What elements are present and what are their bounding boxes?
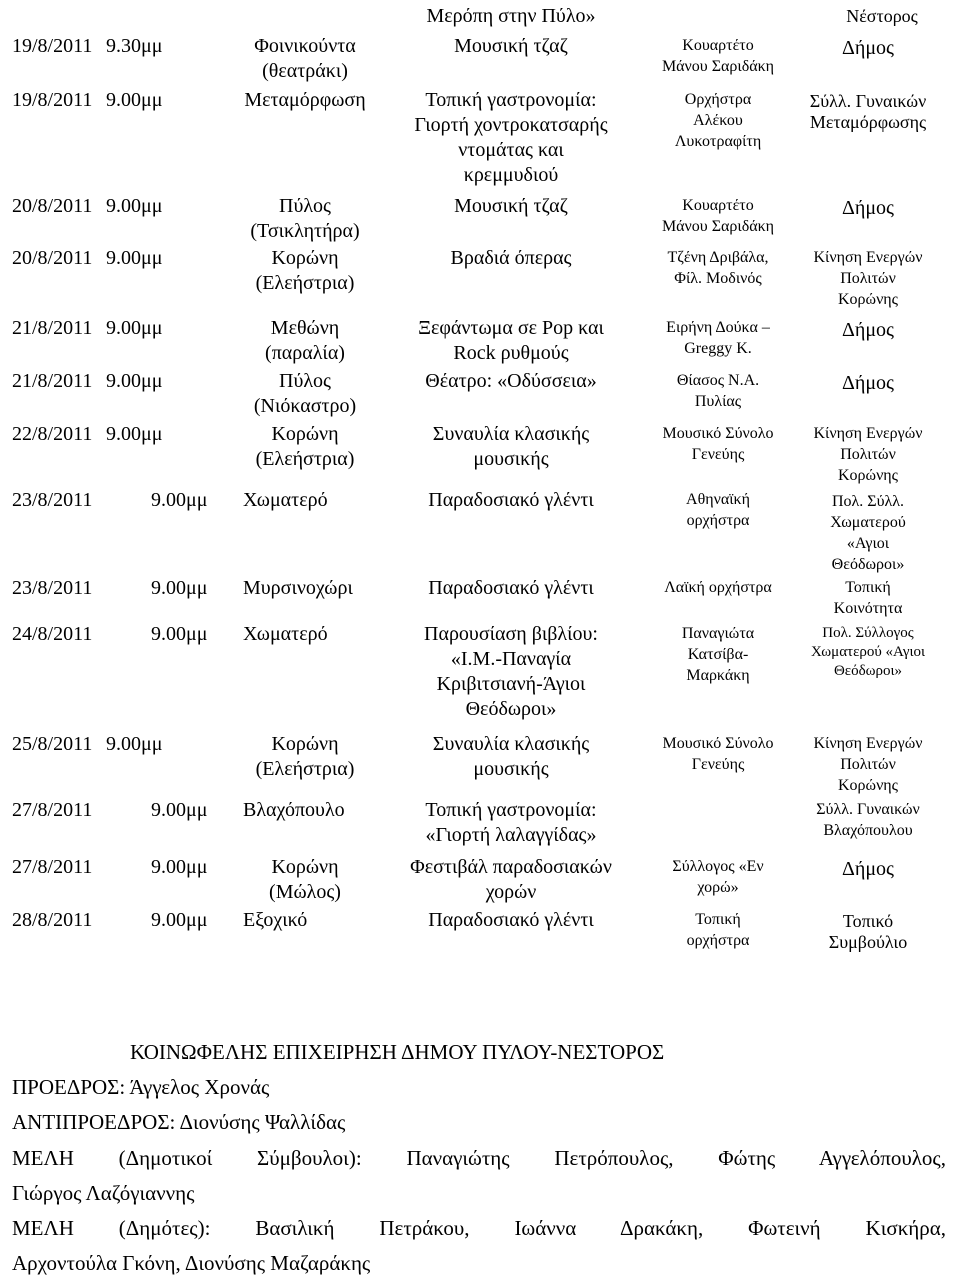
- event-performer: Greggy K.: [684, 340, 752, 357]
- event-place: Χωματερό: [243, 489, 328, 511]
- event-date: 21/8/2011: [12, 317, 93, 339]
- event-organizer: Πολ. Σύλλογος: [822, 625, 914, 641]
- event-date: 28/8/2011: [12, 909, 93, 931]
- event-title: Τοπική γαστρονομία:: [425, 799, 597, 821]
- organization-heading: ΚΟΙΝΩΦΕΛΗΣ ΕΠΙΧΕΙΡΗΣΗ ΔΗΜΟΥ ΠΥΛΟΥ-ΝΕΣΤΟΡΟΣ: [130, 1040, 665, 1064]
- event-title: Παρουσίαση βιβλίου:: [424, 623, 598, 645]
- event-place: Μεθώνη: [270, 317, 340, 339]
- event-title: «Γιορτή λαλαγγίδας»: [425, 824, 597, 846]
- event-time: 9.00μμ: [151, 909, 208, 931]
- event-place: Χωματερό: [243, 623, 328, 645]
- event-time: 9.00μμ: [151, 856, 208, 878]
- event-title: Παραδοσιακό γλέντι: [428, 577, 594, 599]
- event-place: Μυρσινοχώρι: [243, 577, 353, 599]
- event-organizer: Μεταμόρφωσης: [809, 112, 927, 132]
- event-organizer: Πολιτών: [840, 270, 896, 287]
- event-title: κρεμμυδιού: [463, 164, 559, 186]
- event-place: (Ελεήστρια): [255, 448, 355, 470]
- event-title: χορών: [485, 881, 537, 903]
- event-time: 9.00μμ: [151, 623, 208, 645]
- event-time: 9.00μμ: [151, 489, 208, 511]
- event-title: Συναυλία κλασικής: [432, 733, 590, 755]
- event-organizer: Κοινότητα: [833, 600, 903, 617]
- event-performer: Θίασος Ν.Α.: [676, 372, 760, 389]
- event-date: 23/8/2011: [12, 577, 93, 599]
- event-place: (Ελεήστρια): [255, 272, 355, 294]
- event-performer: Τζένη Δριβάλα,: [667, 249, 769, 266]
- continued-organizer-text: Νέστορος: [846, 6, 918, 26]
- event-title: Συναυλία κλασικής: [432, 423, 590, 445]
- event-date: 27/8/2011: [12, 799, 93, 821]
- event-place: Κορώνη: [271, 423, 339, 445]
- event-organizer: Δήμος: [842, 319, 894, 341]
- event-performer: Φίλ. Μοδινός: [674, 270, 762, 287]
- event-date: 27/8/2011: [12, 856, 93, 878]
- event-title: Παραδοσιακό γλέντι: [428, 489, 594, 511]
- event-performer: Γενεύης: [691, 446, 745, 463]
- event-place: Κορώνη: [271, 733, 339, 755]
- event-place: Πύλος: [279, 195, 331, 217]
- event-performer: Παναγιώτα: [681, 625, 755, 642]
- event-time: 9.00μμ: [151, 577, 208, 599]
- event-time: 9.00μμ: [106, 89, 163, 111]
- event-title: Θέατρο: «Οδύσσεια»: [425, 370, 597, 392]
- event-performer: Μουσικό Σύνολο: [662, 425, 774, 442]
- event-place: (θεατράκι): [262, 60, 348, 82]
- event-date: 19/8/2011: [12, 35, 93, 57]
- event-performer: Μάνου Σαριδάκη: [661, 218, 775, 235]
- event-title: Φεστιβάλ παραδοσιακών: [410, 856, 612, 878]
- event-place: Εξοχικό: [243, 909, 308, 931]
- event-organizer: Κορώνης: [837, 777, 899, 794]
- event-place: (Τσικλητήρα): [250, 220, 360, 242]
- event-title: Κριβιτσιανή-Άγιοι: [436, 673, 586, 695]
- event-title: ντομάτας και: [458, 139, 564, 161]
- event-place: Κορώνη: [271, 856, 339, 878]
- event-organizer: «Αγιοι: [846, 535, 890, 552]
- event-organizer: Κίνηση Ενεργών: [813, 249, 923, 266]
- event-date: 19/8/2011: [12, 89, 93, 111]
- event-performer: Μαρκάκη: [686, 667, 750, 684]
- event-organizer: Βλαχόπουλου: [823, 822, 913, 839]
- council-members-line-cont: Γιώργος Λαζόγιαννης: [12, 1181, 195, 1205]
- event-performer: Κουαρτέτο: [682, 197, 754, 214]
- continued-event-text: Μερόπη στην Πύλο»: [426, 5, 596, 27]
- event-title: «Ι.Μ.-Παναγία: [450, 648, 572, 670]
- event-organizer: Κορώνης: [837, 291, 899, 308]
- event-title: Μουσική τζαζ: [454, 195, 568, 217]
- event-performer: Γενεύης: [691, 756, 745, 773]
- event-organizer: Σύλλ. Γυναικών: [809, 91, 927, 111]
- event-title: Μουσική τζαζ: [454, 35, 568, 57]
- event-organizer: Κίνηση Ενεργών: [813, 735, 923, 752]
- citizen-members-line: ΜΕΛΗ (Δημότες): Βασιλική Πετράκου, Ιωάννα Δρακάκη, Φωτεινή Κισκήρα,: [12, 1216, 946, 1240]
- event-performer: Λαϊκή ορχήστρα: [664, 579, 772, 596]
- event-organizer: Συμβούλιο: [828, 932, 908, 952]
- event-place: Κορώνη: [271, 247, 339, 269]
- event-organizer: Κίνηση Ενεργών: [813, 425, 923, 442]
- event-organizer: Δήμος: [842, 37, 894, 59]
- event-date: 22/8/2011: [12, 423, 93, 445]
- event-organizer: Πολ. Σύλλ.: [831, 493, 905, 510]
- event-performer: Λυκοτραφίτη: [674, 133, 762, 150]
- event-title: Rock ρυθμούς: [453, 342, 569, 364]
- event-organizer: Δήμος: [842, 372, 894, 394]
- president-line: ΠΡΟΕΔΡΟΣ: Άγγελος Χρονάς: [12, 1075, 270, 1099]
- event-date: 20/8/2011: [12, 247, 93, 269]
- event-performer: χορώ»: [697, 879, 739, 896]
- event-date: 20/8/2011: [12, 195, 93, 217]
- event-place: Βλαχόπουλο: [243, 799, 345, 821]
- event-time: 9.00μμ: [106, 733, 163, 755]
- event-time: 9.30μμ: [106, 35, 163, 57]
- event-performer: Κατσίβα-: [687, 646, 749, 663]
- event-place: Μεταμόρφωση: [244, 89, 366, 111]
- event-organizer: Τοπικό: [842, 911, 894, 931]
- event-performer: Πυλίας: [694, 393, 742, 410]
- event-performer: Κουαρτέτο: [682, 37, 754, 54]
- event-performer: Σύλλογος «Εν: [672, 858, 764, 875]
- event-title: Γιορτή χοντροκατσαρής: [414, 114, 608, 136]
- council-members-line: ΜΕΛΗ (Δημοτικοί Σύμβουλοι): Παναγιώτης Πετρόπουλος, Φώτης Αγγελόπουλος,: [12, 1146, 946, 1170]
- event-place: (Μώλος): [269, 881, 341, 903]
- event-place: (Ελεήστρια): [255, 758, 355, 780]
- event-time: 9.00μμ: [106, 370, 163, 392]
- event-performer: ορχήστρα: [686, 512, 750, 529]
- event-performer: Μουσικό Σύνολο: [662, 735, 774, 752]
- event-time: 9.00μμ: [106, 317, 163, 339]
- event-organizer: Θεόδωροι»: [831, 556, 905, 573]
- event-place: Φοινικούντα: [254, 35, 356, 57]
- event-organizer: Τοπική: [845, 579, 891, 596]
- event-place: (παραλία): [265, 342, 345, 364]
- event-title: Βραδιά όπερας: [450, 247, 572, 269]
- event-place: (Νιόκαστρο): [253, 395, 357, 417]
- event-date: 21/8/2011: [12, 370, 93, 392]
- event-time: 9.00μμ: [106, 195, 163, 217]
- vice-president-line: ΑΝΤΙΠΡΟΕΔΡΟΣ: Διονύσης Ψαλλίδας: [12, 1110, 346, 1134]
- event-organizer: Δήμος: [842, 197, 894, 219]
- event-performer: Ορχήστρα: [684, 91, 752, 108]
- event-title: μουσικής: [473, 448, 549, 470]
- event-performer: Αλέκου: [693, 112, 743, 129]
- event-time: 9.00μμ: [151, 799, 208, 821]
- event-performer: Ειρήνη Δούκα –: [666, 319, 770, 336]
- event-date: 24/8/2011: [12, 623, 93, 645]
- event-time: 9.00μμ: [106, 247, 163, 269]
- event-title: Θεόδωροι»: [465, 698, 557, 720]
- event-place: Πύλος: [279, 370, 331, 392]
- event-organizer: Χωματερού: [830, 514, 906, 531]
- event-title: Τοπική γαστρονομία:: [425, 89, 597, 111]
- event-performer: Αθηναϊκή: [686, 491, 750, 508]
- event-organizer: Πολιτών: [840, 756, 896, 773]
- event-organizer: Δήμος: [842, 858, 894, 880]
- event-organizer: Θεόδωροι»: [833, 663, 903, 679]
- event-date: 23/8/2011: [12, 489, 93, 511]
- event-organizer: Πολιτών: [840, 446, 896, 463]
- event-title: μουσικής: [473, 758, 549, 780]
- event-organizer: Χωματερού «Αγιοι: [810, 644, 926, 660]
- event-time: 9.00μμ: [106, 423, 163, 445]
- citizen-members-line-cont: Αρχοντούλα Γκόνη, Διονύσης Μαζαράκης: [12, 1251, 371, 1275]
- event-performer: Τοπική: [695, 911, 741, 928]
- event-organizer: Κορώνης: [837, 467, 899, 484]
- event-title: Ξεφάντωμα σε Pop και: [418, 317, 604, 339]
- event-organizer: Σύλλ. Γυναικών: [816, 801, 920, 818]
- event-title: Παραδοσιακό γλέντι: [428, 909, 594, 931]
- event-performer: ορχήστρα: [686, 932, 750, 949]
- event-date: 25/8/2011: [12, 733, 93, 755]
- event-performer: Μάνου Σαριδάκη: [661, 58, 775, 75]
